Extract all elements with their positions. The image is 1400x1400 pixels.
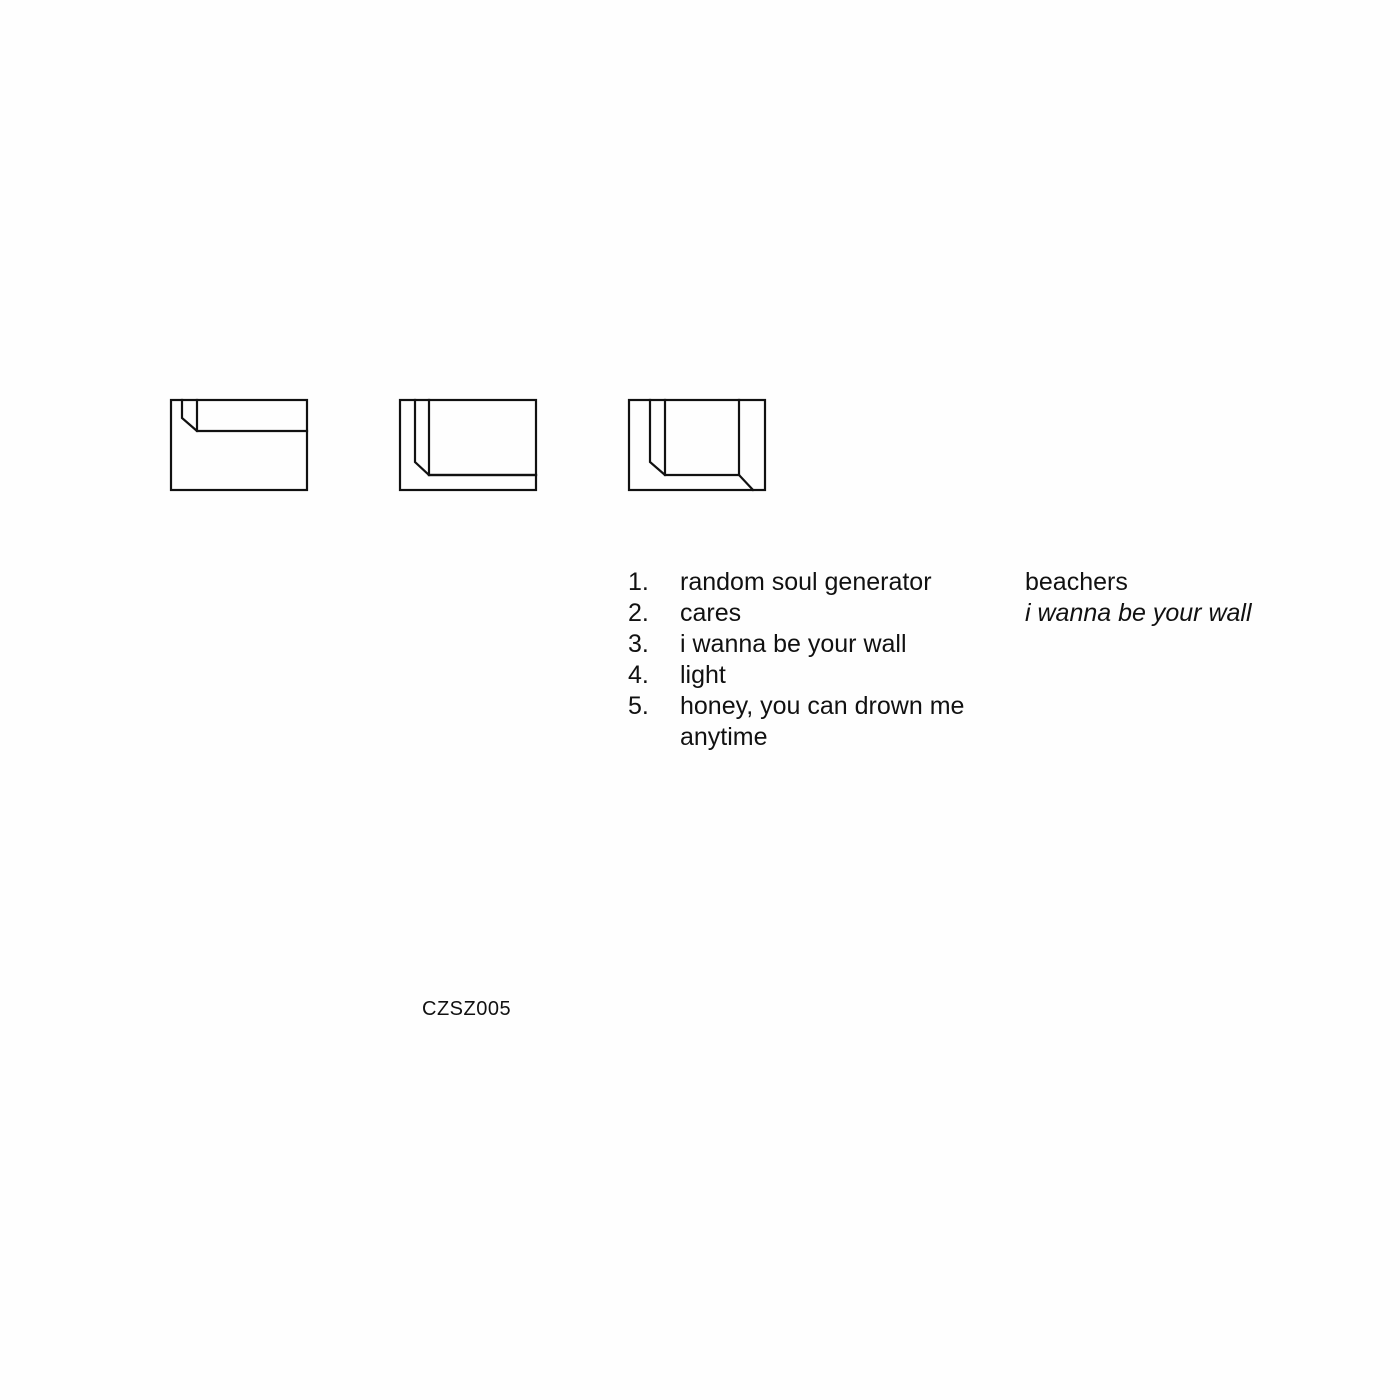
shelf-outline-icon-3 [628, 398, 768, 492]
shelf-outline-icon-2 [399, 398, 539, 492]
track-item [628, 598, 1010, 629]
album-title: i wanna be your wall [1025, 599, 1252, 627]
track-item [628, 691, 1010, 753]
track-number: 1. [628, 568, 649, 596]
release-credits [1025, 567, 1252, 629]
track-item [628, 660, 1010, 691]
track-item [628, 629, 1010, 660]
track-number: 4. [628, 661, 649, 689]
shelf-outline-icon-1 [170, 398, 310, 492]
track-title: light [680, 661, 726, 689]
tracklist [628, 567, 1010, 753]
track-number: 3. [628, 630, 649, 658]
artist-name: beachers [1025, 568, 1128, 596]
track-number: 5. [628, 692, 649, 720]
track-title: cares [680, 599, 742, 627]
track-title: i wanna be your wall [680, 630, 907, 658]
catalog-number: CZSZ005 [422, 998, 512, 1020]
track-item [628, 567, 1010, 598]
track-title: honey, you can drown me anytime [680, 692, 965, 751]
track-title: random soul generator [680, 568, 932, 596]
track-number: 2. [628, 599, 649, 627]
